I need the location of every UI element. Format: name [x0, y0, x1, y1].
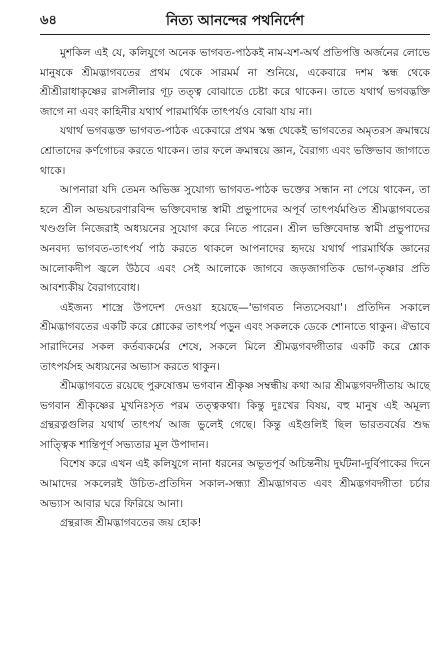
page-number: ৬৪ [40, 12, 57, 28]
header-rule [40, 34, 430, 35]
page-header [40, 10, 430, 32]
paragraph: গ্রন্থরাজ শ্রীমদ্ভাগবতের জয় হোক! [60, 517, 202, 530]
paragraph: শ্রীমদ্ভাগবতে রয়েছে পুরুষোত্তম ভগবান শ্রীকৃষ্ণ সম্বন্ধীয় কথা আর শ্রীমদ্ভগবদ্গীতায় আছে ভগবান শ্রীকৃষ্ণের মুখনিঃসৃত পরম তত্ত্বকথা। কিন্তু দুঃখের বিষয়, বহু মানুষ এই অমূল্য গ্রন্থরত্নগুলির যথার্থ তাৎপর্য আজ ভুলেই গেছে। কিন্তু এইগুলিই ছিল ভারতবর্ষের শুদ্ধ সাত্ত্বিক শান্তিপূর্ণ সভ্যতার মূল উপাদান। [40, 380, 430, 451]
body-text [40, 44, 430, 534]
paragraph: যথার্থ ভগবদ্ভক্ত ভাগবত-পাঠক একেবারে প্রথম স্কন্ধ থেকেই ভাগবতের অমৃতরস ক্রমান্বয়ে শ্রোতাদের কর্ণগোচর করতে থাকেন। তার ফলে ক্রমান্বয়ে জ্ঞান, বৈরাগ্য এবং ভক্তিভাব জাগাতে থাকে। [40, 125, 430, 177]
paragraph: এইজন্য শাস্ত্রে উপদেশ দেওয়া হয়েছে—'ভাগবত নিত্যসেবয়া'। প্রতিদিন সকালে শ্রীমদ্ভাগবতের একটি করে শ্লোকের তাৎপর্য পড়ুন এবং সকলকে ডেকে শোনাতে থাকুন। ঐভাবে সারাদিনের সকল কর্তব্যকর্মের শেষে, সকলে মিলে শ্রীমদ্ভগবদ্গীতার একটি করে শ্লোক তাৎপর্যসহ অধ্যয়নের অভ্যাস করতে থাকুন। [40, 301, 430, 373]
paragraph: আপনারা যদি তেমন অভিজ্ঞ সুযোগ্য ভাগবত-পাঠক ভক্তের সন্ধান না পেয়ে থাকেন, তা হলে শ্রীল অভয়চরণারবিন্দ ভক্তিবেদান্ত স্বামী প্রভুপাদের অপূর্ব তাৎপর্যমণ্ডিত শ্রীমদ্ভাগবতের খণ্ডগুলি নিজেরাই অধ্যয়নের সুযোগ করে নিতে পারেন। শ্রীল ভক্তিবেদান্ত স্বামী প্রভুপাদের অনবদ্য ভাগবত-তাৎপর্য পাঠ করতে থাকলে আপনাদের হৃদয়ে যথার্থ পারমার্থিক জ্ঞানের আলোকদীপ জ্বলে উঠবে এবং সেই আলোকে জাগবে জড়জাগতিক ভোগ-তৃষ্ণার প্রতি আবশ্যকীয় বৈরাগ্যবোধ। [40, 184, 430, 295]
running-title: নিত্য আনন্দের পথনির্দেশ [165, 13, 305, 29]
paragraph: বিশেষ করে এখন এই কলিযুগে নানা ধরনের অভূতপূর্ব অচিন্তনীয় দুর্ঘটনা-দুর্বিপাকের দিনে আমাদের সকলেরই উচিত-প্রতিদিন সকাল-সন্ধ্যা শ্রীমদ্ভাগবত এবং শ্রীমদ্ভগবদ্গীতা চর্চার অভ্যাস আবার ঘরে ফিরিয়ে আনা। [40, 458, 430, 510]
paragraph: মুশকিল এই যে, কলিযুগে অনেক ভাগবত-পাঠকই নাম-যশ-অর্থ প্রতিপত্তি অর্জনের লোভে মানুষকে শ্রীমদ্ভাগবতের প্রথম থেকে সারমর্ম না শুনিয়ে, একেবারে দশম স্কন্ধ থেকে শ্রীশ্রীরাধাকৃষ্ণের রাসলীলার গূঢ় তত্ত্ব বোঝাতে চেষ্টা করে থাকেন। তাতে যথার্থ ভগবদ্ভক্তি জাগে না এবং কাহিনীর যথার্থ পারমার্থিক তাৎপর্যও বোঝা যায় না। [40, 47, 430, 118]
